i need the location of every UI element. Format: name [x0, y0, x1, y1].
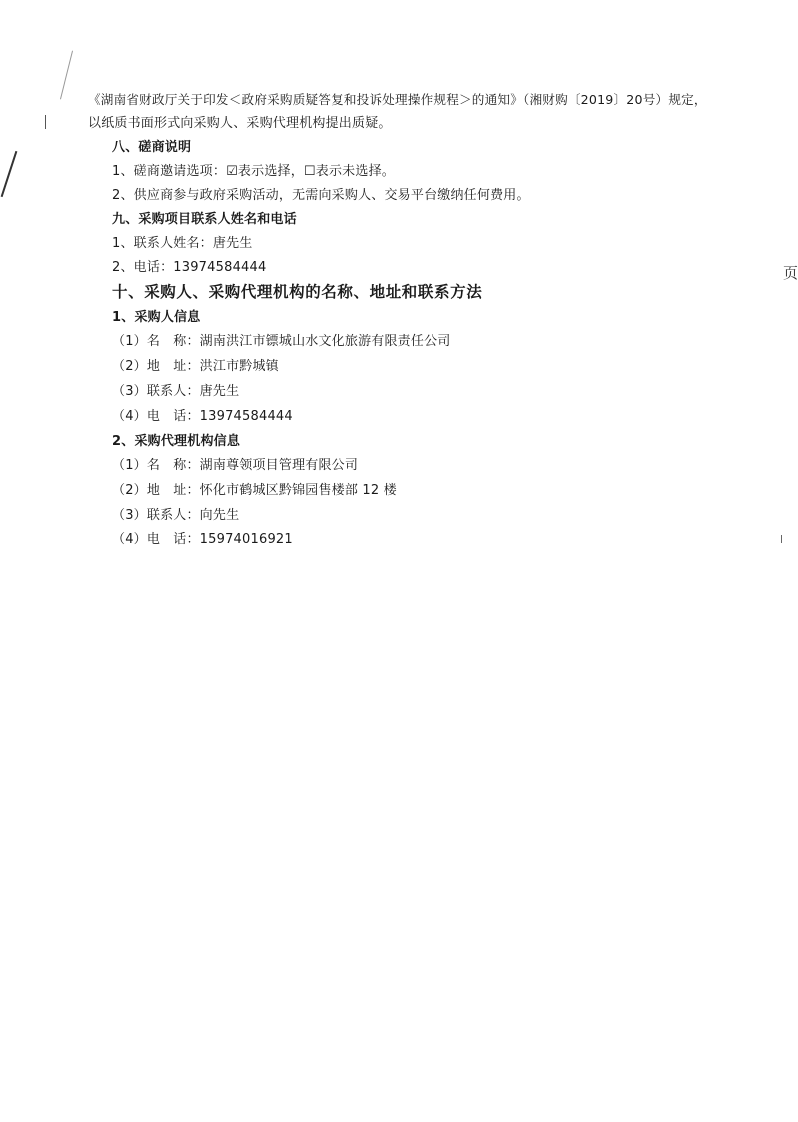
agency-contact: （3）联系人：向先生 — [112, 508, 240, 523]
section8-item1: 1、磋商邀请选项：☑表示选择，☐表示未选择。 — [112, 164, 395, 179]
intro-line-2: 以纸质书面形式向采购人、采购代理机构提出质疑。 — [88, 116, 392, 131]
purchaser-address: （2）地 址：洪江市黔城镇 — [112, 359, 279, 374]
purchaser-contact: （3）联系人：唐先生 — [112, 384, 240, 399]
agency-phone: （4）电 话：15974016921 — [112, 532, 293, 547]
section9-contact: 1、联系人姓名：唐先生 — [112, 236, 253, 251]
section8-heading: 八、磋商说明 — [112, 140, 192, 155]
scan-edge-mark — [45, 115, 46, 129]
page-edge-fragment: 页 — [783, 264, 798, 282]
section9-phone: 2、电话：13974584444 — [112, 260, 267, 275]
scan-edge-mark — [60, 51, 73, 100]
section8-item2: 2、供应商参与政府采购活动，无需向采购人、交易平台缴纳任何费用。 — [112, 188, 530, 203]
scan-edge-mark — [781, 535, 782, 543]
scan-edge-mark — [1, 151, 18, 197]
purchaser-heading: 1、采购人信息 — [112, 310, 201, 325]
purchaser-name: （1）名 称：湖南洪江市镖城山水文化旅游有限责任公司 — [112, 334, 451, 349]
agency-name: （1）名 称：湖南尊领项目管理有限公司 — [112, 458, 359, 473]
agency-heading: 2、采购代理机构信息 — [112, 434, 241, 449]
intro-line-1: 《湖南省财政厅关于印发＜政府采购质疑答复和投诉处理操作规程＞的通知》（湘财购〔2019〕20号）规定， — [88, 92, 707, 107]
agency-address: （2）地 址：怀化市鹤城区黔锦园售楼部 12 楼 — [112, 483, 397, 498]
purchaser-phone: （4）电 话：13974584444 — [112, 409, 293, 424]
section10-heading: 十、采购人、采购代理机构的名称、地址和联系方法 — [112, 283, 483, 301]
section9-heading: 九、采购项目联系人姓名和电话 — [112, 212, 297, 227]
